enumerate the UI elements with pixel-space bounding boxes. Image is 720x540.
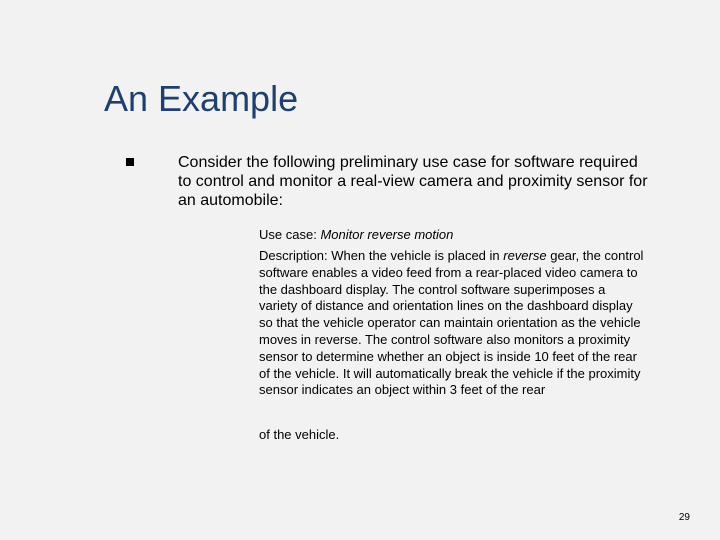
description-paragraph [259, 248, 644, 399]
page-number: 29 [678, 512, 690, 523]
bullet-text: Consider the following preliminary use case for software required to control and monitor a real-view camera and proximity sensor for an automobile: [178, 154, 648, 209]
description-text-before: When the vehicle is placed in [331, 248, 504, 263]
description-label: Description: [259, 248, 328, 263]
slide-title: An Example [104, 78, 299, 119]
description-tail: of the vehicle. [259, 427, 340, 442]
use-case-label: Use case: [259, 227, 317, 242]
description-text-after: gear, the control software enables a video feed from a rear-placed video camera to the dashboard display. The control software superimposes a variety of distance and orientation lines on the dashboard display so that the vehicle operator can maintain orientation as the vehicle moves in reverse. The control software also monitors a proximity sensor to determine whether an object is inside 10 feet of the rear of the vehicle. It will automatically break the vehicle if the proximity sensor indicates an object within 3 feet of the rear [259, 248, 644, 398]
square-bullet-icon [126, 158, 134, 166]
use-case-line [259, 227, 453, 243]
description-emphasis: reverse [503, 248, 547, 263]
use-case-value: Monitor reverse motion [320, 227, 454, 242]
